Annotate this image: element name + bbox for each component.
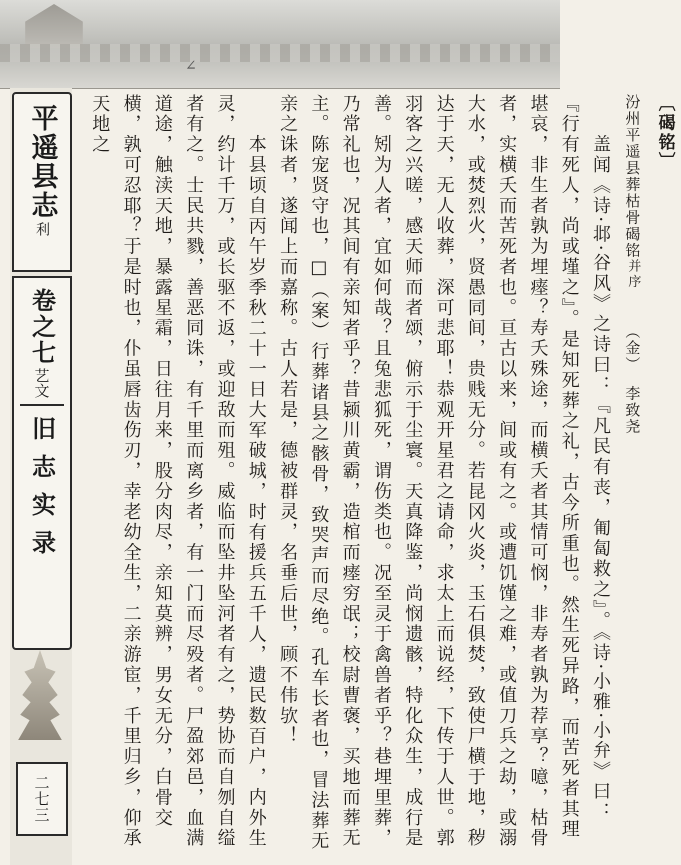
author: 李致尧 [623,385,642,436]
header-banner-image [0,0,560,89]
heading-note: 并序 [625,259,641,290]
paragraph-2: 本县顷自丙午岁季秋二十一日大军破城，时有援兵五千人，遗民数百户，内外生灵，约计千万，或长驱不返，或迎敌而殂。威临而坠井坠河者有之，势协而自刎自缢者有之。士民共戮，善恶同诛，有千里而离乡者，有一门而尽殁者。尸盈郊邑，血满道途，触渎天地，暴露星霜，日往月来，股分肉尽，亲知莫辨，男女无分，白骨交横，孰可忍耶？于是时也，仆虽唇齿伤刃，幸老幼全生，二亲游宦，千里归乡，仰承天地之 [89,94,267,849]
county-title-box [12,92,72,272]
county-title-suffix: 利 [34,222,50,236]
volume-label: 卷之七 [27,288,57,366]
scan-mark: ∠ [185,58,197,74]
section-title: 〔碣铭〕 [654,94,675,172]
county-title: 平遥县志 [26,104,58,220]
volume-section: 艺文 [32,368,51,398]
city-wall-illustration [0,44,560,62]
paragraph-1: 盖闻《诗·邶·谷风》之诗曰：『凡民有丧，匍匐救之』。《诗·小雅·小弁》曰：『行有死人，尚或墐之』。是知死葬之礼，古今所重也。然生死异路，而苦死者其理堪哀，非生者孰为埋瘗？寿夭殊途，而横夭者其情可悯，非寿者孰为荐享？噫，枯骨者，实横夭而苦死者也。亘古以来，间或有之。或遭饥馑之难，或值刀兵之劫，或溺大水，或焚烈火，贤愚同间，贵贱无分。若昆冈火炎，玉石俱焚，致使尸横于地，秽达于天，无人收葬，深可悲耶！恭观开星君之请命，求太上而说经，下传于人世。郭羽客之兴嗟，感天师而者颂，俯示于尘寰。天真降鉴，尚悯遗骸，特化众生，成行是善。矧为人者，宜如何哉？且兔悲狐死，谓伤类也。况至灵于禽兽者乎？巷埋里葬，乃常礼也，况其间有亲知者乎？昔颍川黄霸，造棺而瘗穷氓；校尉曹褒，买地而葬无主。陈宠贤守也，□（案）行葬诸县之骸骨，致哭声而尽绝。孔车长者也，冒法葬无亲之诛者，遂闻上而嘉称。古人若是，德被群灵，名垂后世，顾不伟欤！ [277,94,612,852]
heading-line [616,94,648,856]
section-title-line [648,94,680,856]
inscription-heading: 汾州平遥县葬枯骨碣铭 [623,94,642,259]
volume-divider [20,404,64,406]
subsection-label: 旧志实录 [27,416,57,568]
city-tower-illustration [18,4,90,48]
dynasty: （金） [623,330,642,366]
article-body [84,94,675,856]
page-number-box [16,762,68,836]
volume-box [12,276,72,650]
page-number: 二七三 [32,775,51,823]
